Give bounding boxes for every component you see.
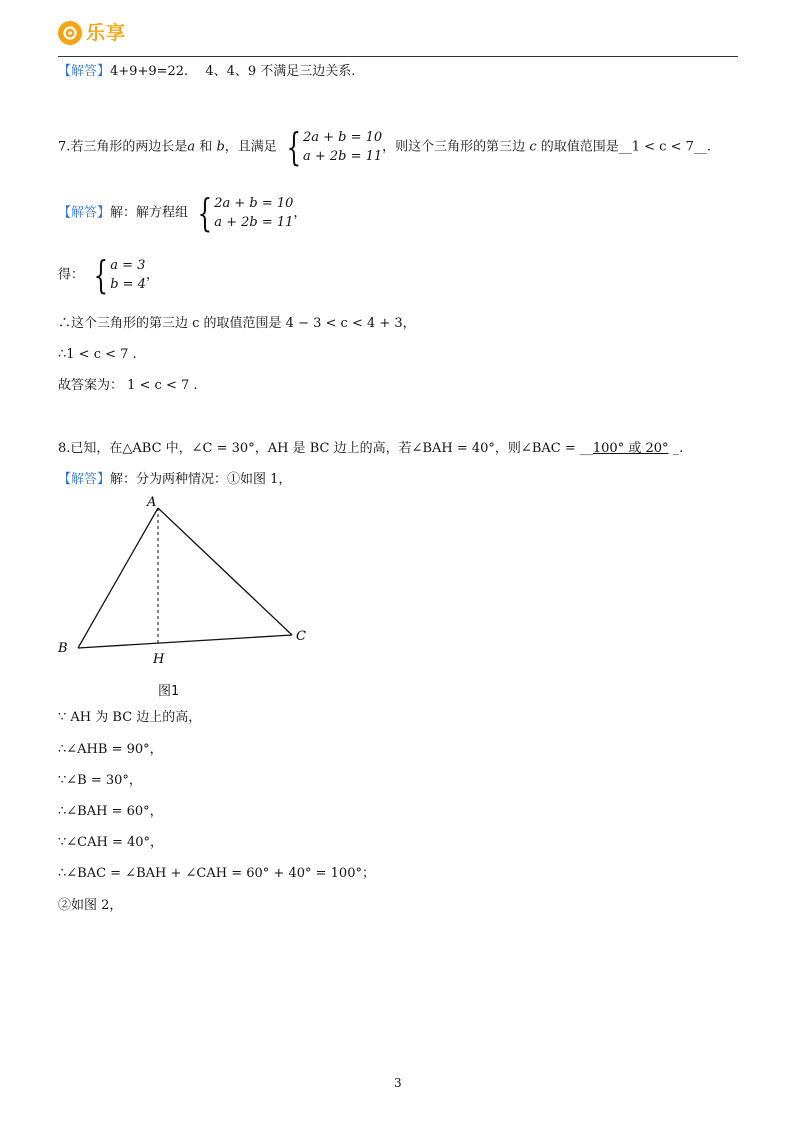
- equation-row: 2a + b = 10: [302, 130, 383, 145]
- step-line: ∵∠CAH = 40°，: [58, 835, 164, 850]
- equation-system: { a = 3 b = 4: [93, 253, 146, 297]
- triangle-figure: [52, 492, 322, 672]
- question-8: [58, 441, 683, 457]
- step-line: ∴∠AHB = 90°，: [58, 742, 163, 757]
- q7-answer: __1 < c < 7__: [618, 139, 707, 155]
- q8-text: _.: [668, 441, 684, 456]
- foot-label-h: H: [153, 652, 165, 667]
- a8-text: 解：分为两种情况：①如图 1，: [110, 472, 292, 487]
- answer-tag: 【解答】: [58, 64, 111, 79]
- vertex-label-b: B: [58, 641, 68, 656]
- side-ac: [158, 508, 292, 635]
- equation-row: b = 4: [110, 277, 146, 292]
- q8-text: 8.已知，在△ABC 中，∠C = 30°，AH 是 BC 边上的高，若∠BAH = 40°，则∠BAC = __: [58, 441, 593, 456]
- side-ab: [78, 508, 158, 648]
- figure-caption: 图1: [158, 684, 180, 699]
- a7-text: 解：解方程组: [110, 205, 189, 221]
- q7-text: 的取值范围是: [536, 139, 619, 155]
- equation-row: a = 3: [110, 258, 146, 273]
- answer-7-line-4: ∴1 < c < 7 .: [58, 347, 137, 362]
- answer-7-line-5: 故答案为： 1 < c < 7 .: [58, 378, 198, 393]
- q7-text: ，且满足: [224, 139, 277, 155]
- header-divider: [58, 56, 738, 57]
- logo: [58, 21, 126, 45]
- q7-var-b: b: [216, 139, 225, 155]
- vertex-label-a: A: [147, 495, 157, 510]
- answer-7-line-1: [58, 191, 307, 235]
- q7-prefix: 7.若三角形的两边长是: [58, 139, 188, 155]
- answer-tag: 【解答】: [58, 472, 111, 487]
- a7-text: ，: [293, 205, 307, 221]
- q8-answer: 100° 或 20°: [592, 441, 669, 456]
- step-line: ∴∠BAC = ∠BAH + ∠CAH = 60° + 40° = 100°；: [58, 866, 375, 881]
- answer-text: 4+9+9=22. 4、4、9 不满足三边关系.: [110, 64, 356, 79]
- equation-row: 2a + b = 10: [214, 196, 294, 211]
- answer-8-intro: [58, 472, 291, 488]
- step-line: ∵ AH 为 BC 边上的高，: [58, 710, 202, 725]
- answer-tag: 【解答】: [58, 205, 111, 221]
- vertex-label-c: C: [296, 629, 306, 644]
- equation-system: { 2a + b = 10 a + 2b = 11: [286, 125, 383, 169]
- equation-row: a + 2b = 11: [214, 215, 294, 230]
- q7-text: .: [706, 139, 712, 155]
- question-7: [58, 125, 712, 169]
- step-line: ∵∠B = 30°，: [58, 773, 142, 788]
- equation-row: a + 2b = 11: [302, 149, 383, 164]
- a7-text: 得：: [58, 267, 85, 283]
- q7-text: ，则这个三角形的第三边: [382, 139, 530, 155]
- q7-var-c: c: [529, 139, 537, 155]
- page-number: 3: [394, 1076, 402, 1090]
- logo-mark-icon: [58, 21, 82, 45]
- step-line: ②如图 2，: [58, 898, 123, 913]
- step-line: ∴∠BAH = 60°，: [58, 804, 163, 819]
- side-bc: [78, 635, 292, 648]
- answer-7-line-3: ∴这个三角形的第三边 c 的取值范围是 4 − 3 < c < 4 + 3，: [58, 316, 416, 331]
- answer-7-line-2: [58, 253, 159, 297]
- answer-line-6: [58, 64, 355, 80]
- q7-var-a: a: [187, 139, 196, 155]
- logo-text: 乐享: [86, 21, 127, 44]
- equation-system: { 2a + b = 10 a + 2b = 11: [197, 191, 294, 235]
- q7-text: 和: [195, 139, 217, 155]
- a7-text: ，: [145, 267, 159, 283]
